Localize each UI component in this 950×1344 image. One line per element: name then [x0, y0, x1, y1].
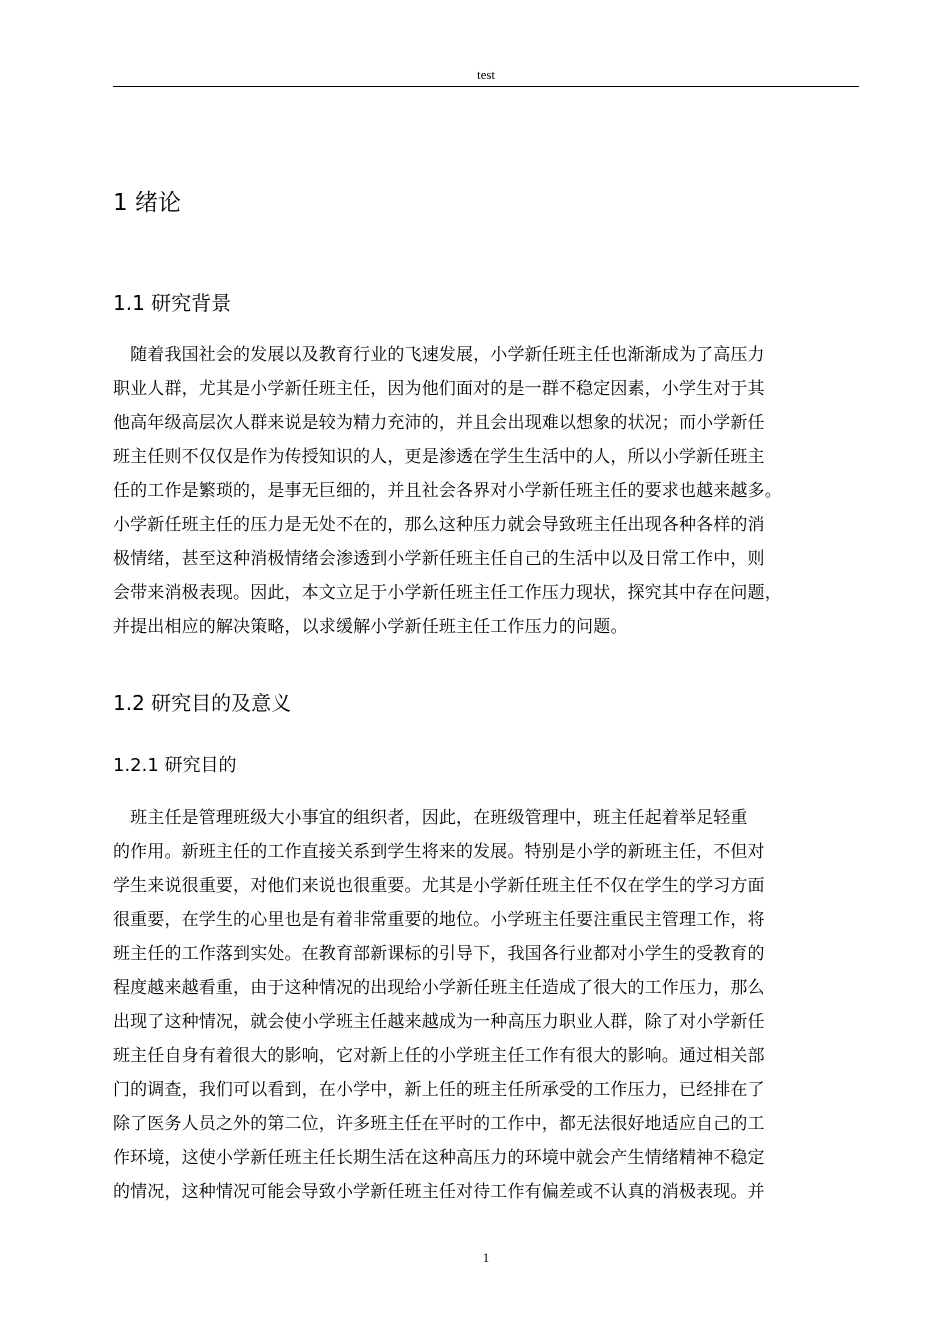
- paragraph-line: 并提出相应的解决策略，以求缓解小学新任班主任工作压力的问题。: [113, 617, 628, 637]
- paragraph-background: [113, 338, 859, 644]
- paragraph-line: 的作用。新班主任的工作直接关系到学生将来的发展。特别是小学的新班主任，不但对: [113, 842, 765, 862]
- subsection-heading-purpose: 1.2.1 研究目的: [113, 755, 237, 776]
- paragraph-line: 小学新任班主任的压力是无处不在的，那么这种压力就会导致班主任出现各种各样的消: [113, 515, 765, 535]
- paragraph-line: 班主任的工作落到实处。在教育部新课标的引导下，我国各行业都对小学生的受教育的: [113, 944, 765, 964]
- paragraph-line: 他高年级高层次人群来说是较为精力充沛的，并且会出现难以想象的状况；而小学新任: [113, 413, 765, 433]
- paragraph-line: 程度越来越看重，由于这种情况的出现给小学新任班主任造成了很大的工作压力，那么: [113, 978, 765, 998]
- paragraph-line: 门的调查，我们可以看到，在小学中，新上任的班主任所承受的工作压力，已经排在了: [113, 1080, 765, 1100]
- paragraph-line: 极情绪，甚至这种消极情绪会渗透到小学新任班主任自己的生活中以及日常工作中，则: [113, 549, 765, 569]
- chapter-heading: 1 绪论: [113, 190, 181, 216]
- paragraph-line: 任的工作是繁琐的，是事无巨细的，并且社会各界对小学新任班主任的要求也越来越多。: [113, 481, 782, 501]
- paragraph-line: 班主任是管理班级大小事宜的组织者，因此，在班级管理中，班主任起着举足轻重: [113, 808, 748, 828]
- page-header: test: [476, 67, 496, 82]
- paragraph-purpose: [113, 801, 859, 1209]
- page-number: 1: [482, 1250, 490, 1265]
- paragraph-line: 的情况，这种情况可能会导致小学新任班主任对待工作有偏差或不认真的消极表现。并: [113, 1182, 765, 1202]
- section-heading-purpose: 1.2 研究目的及意义: [113, 691, 292, 715]
- paragraph-line: 出现了这种情况，就会使小学班主任越来越成为一种高压力职业人群，除了对小学新任: [113, 1012, 765, 1032]
- paragraph-line: 班主任则不仅仅是作为传授知识的人，更是渗透在学生生活中的人，所以小学新任班主: [113, 447, 765, 467]
- paragraph-line: 很重要，在学生的心里也是有着非常重要的地位。小学班主任要注重民主管理工作，将: [113, 910, 765, 930]
- paragraph-line: 班主任自身有着很大的影响，它对新上任的小学班主任工作有很大的影响。通过相关部: [113, 1046, 765, 1066]
- paragraph-line: 随着我国社会的发展以及教育行业的飞速发展，小学新任班主任也渐渐成为了高压力: [113, 345, 765, 365]
- header-rule: [113, 86, 859, 87]
- paragraph-line: 作环境，这使小学新任班主任长期生活在这种高压力的环境中就会产生情绪精神不稳定: [113, 1148, 765, 1168]
- paragraph-line: 学生来说很重要，对他们来说也很重要。尤其是小学新任班主任不仅在学生的学习方面: [113, 876, 765, 896]
- section-heading-background: 1.1 研究背景: [113, 291, 232, 315]
- paragraph-line: 除了医务人员之外的第二位，许多班主任在平时的工作中，都无法很好地适应自己的工: [113, 1114, 765, 1134]
- paragraph-line: 职业人群，尤其是小学新任班主任，因为他们面对的是一群不稳定因素，小学生对于其: [113, 379, 765, 399]
- paragraph-line: 会带来消极表现。因此，本文立足于小学新任班主任工作压力现状，探究其中存在问题，: [113, 583, 782, 603]
